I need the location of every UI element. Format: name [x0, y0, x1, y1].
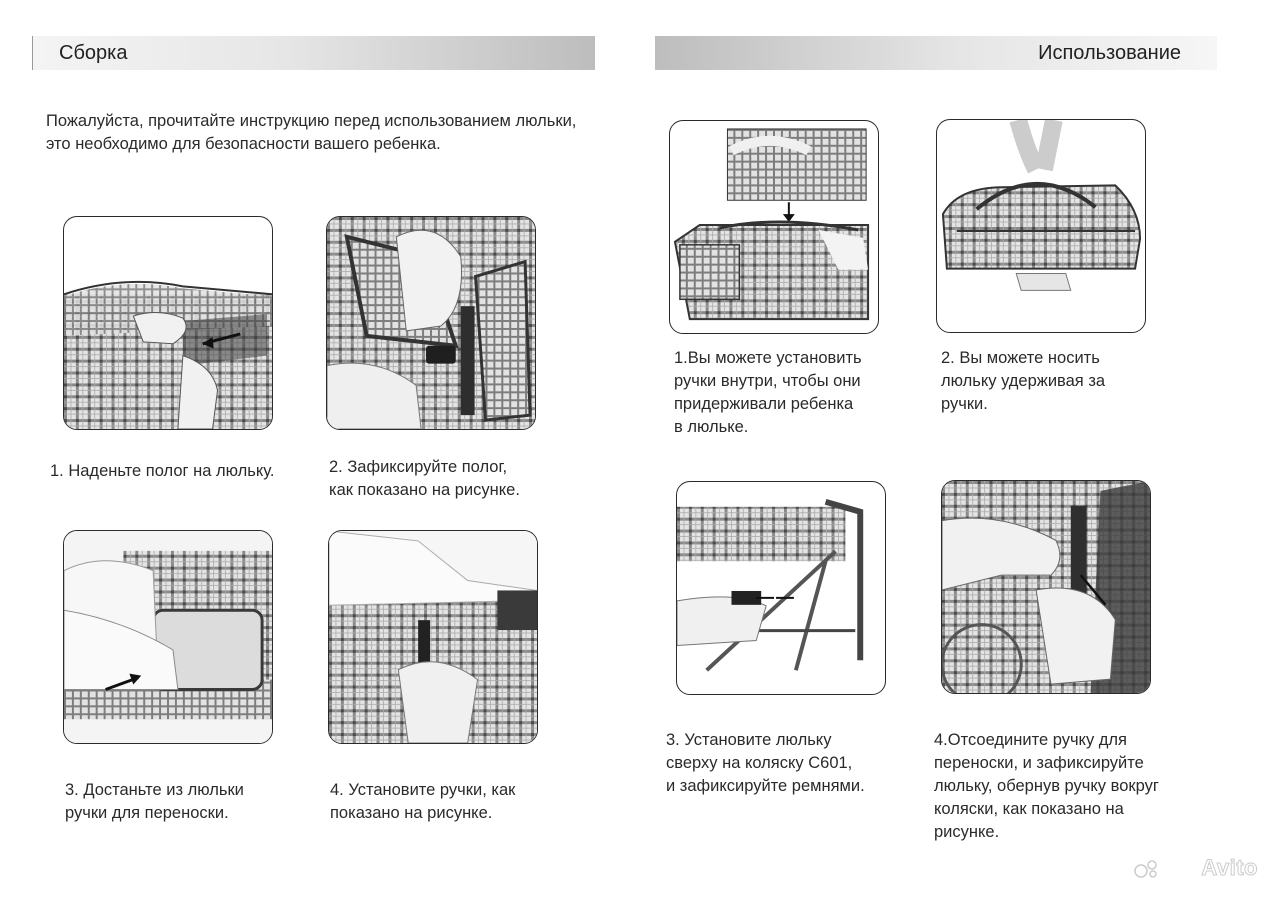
assembly-header	[32, 36, 595, 70]
usage-1-caption: 1.Вы можете установить ручки внутри, чтобы они придерживали ребенка в люльке.	[674, 349, 862, 436]
usage-2-illustration	[936, 119, 1146, 333]
step-1-illustration	[63, 216, 273, 430]
usage-4-caption: 4.Отсоедините ручку для переноски, и зафиксируйте люльку, обернув ручку вокруг коляски, как показано на рисунке.	[934, 731, 1159, 841]
step-3-illustration	[63, 530, 273, 744]
usage-3-caption: 3. Установите люльку сверху на коляску С601, и зафиксируйте ремнями.	[666, 731, 865, 795]
assembly-title: Сборка	[59, 42, 128, 64]
step-2-caption: 2. Зафиксируйте полог, как показано на рисунке.	[329, 458, 520, 499]
usage-2-caption: 2. Вы можете носить люльку удерживая за ручки.	[941, 349, 1106, 413]
step-2-illustration	[326, 216, 536, 430]
usage-title: Использование	[1038, 42, 1181, 64]
step-4-illustration	[328, 530, 538, 744]
usage-3-illustration	[676, 481, 886, 695]
step-1-caption: 1. Наденьте полог на люльку.	[50, 462, 275, 480]
usage-4-illustration	[941, 480, 1151, 694]
usage-1-illustration	[669, 120, 879, 334]
intro-text: Пожалуйста, прочитайте инструкцию перед использованием люльки, это необходимо для безопасности вашего ребенка.	[46, 112, 577, 153]
avito-watermark: Avito	[1201, 855, 1258, 880]
step-4-caption: 4. Установите ручки, как показано на рисунке.	[330, 781, 516, 822]
usage-header	[655, 36, 1217, 70]
step-3-caption: 3. Достаньте из люльки ручки для переноски.	[65, 781, 244, 822]
avito-logo-icon	[1134, 857, 1160, 879]
